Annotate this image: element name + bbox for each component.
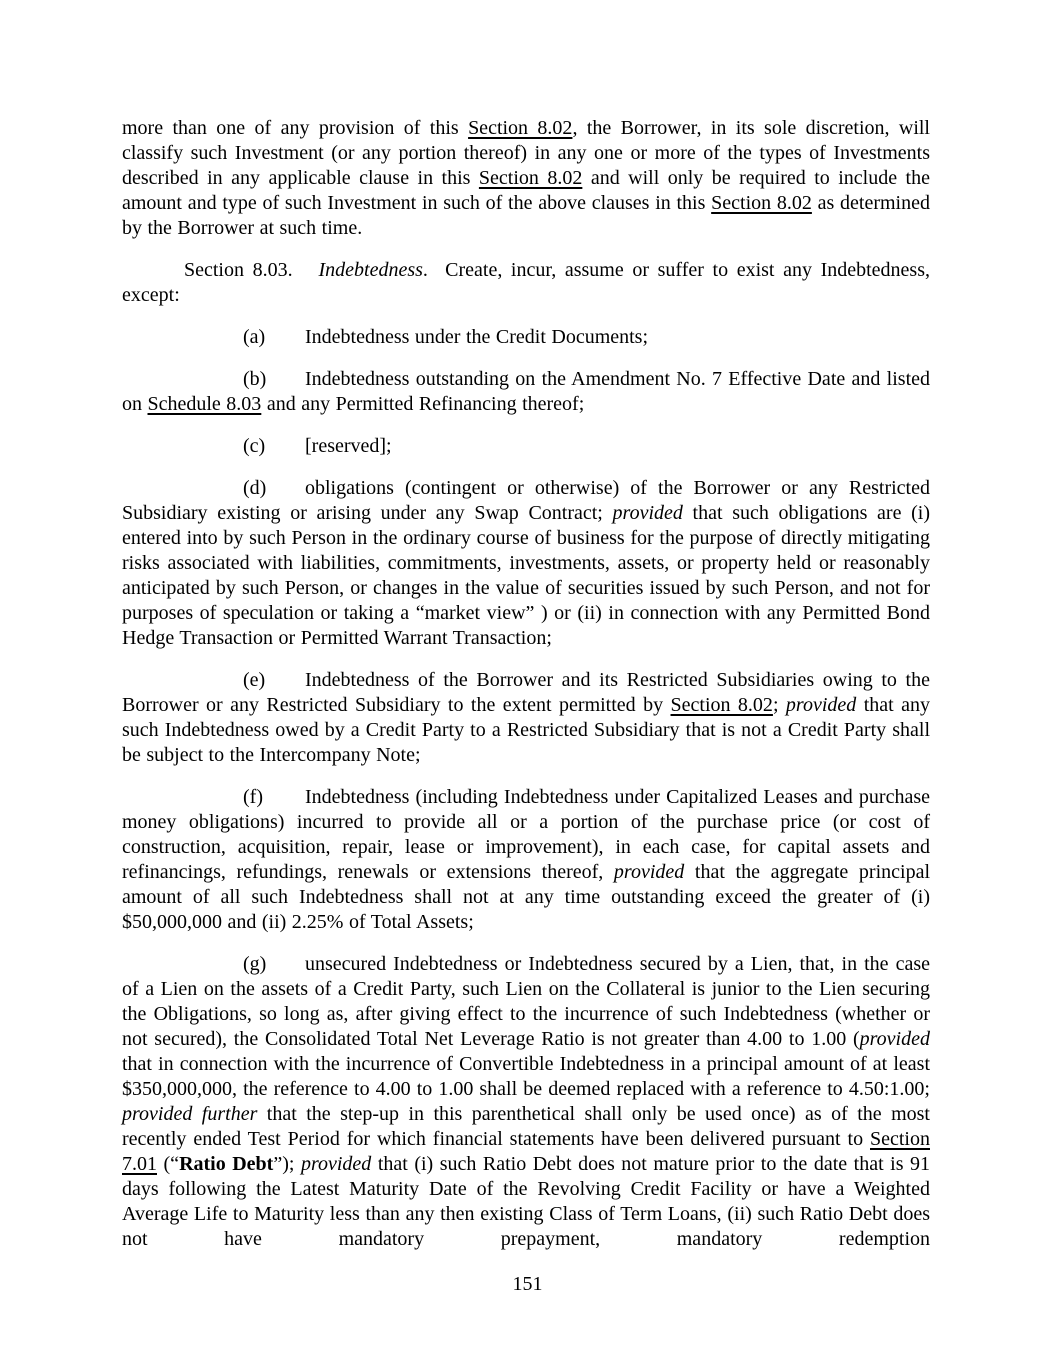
paragraph: [122, 476, 930, 651]
section-reference: Section 8.02: [468, 117, 573, 139]
section-title: Indebtedness: [318, 259, 423, 281]
text-run: and will only be required to include the amount and type of such Investment in such of the above clauses in this: [122, 167, 930, 214]
text-run: that such obligations are (i) entered into by such Person in the ordinary course of business for the purpose of directly mitigating risks associated with liabilities, commitments, investments, assets, or property held or reasonably anticipated by such Person, or changes in the value of securities issued by such Person, and not for purposes of speculation or taking a “market view” ) or (ii) in connection with any Permitted Bond Hedge Transaction or Permitted Warrant Transaction;: [122, 502, 931, 649]
text-run: Indebtedness under the Credit Documents;: [305, 326, 649, 348]
paragraph: [122, 952, 930, 1252]
text-run: (“: [157, 1153, 180, 1175]
page-number: 151: [512, 1273, 543, 1295]
text-run: more than one of any provision of this: [122, 117, 469, 139]
text-run: [reserved];: [305, 435, 392, 457]
text-run: Indebtedness outstanding on the Amendment No. 7 Effective Date and listed on: [122, 368, 930, 415]
section-reference: Section 8.02: [478, 167, 583, 189]
text-run: provided: [859, 1028, 930, 1050]
paragraph: [122, 325, 930, 350]
clause-label: (e): [243, 669, 266, 691]
clause-label: (g): [243, 953, 267, 975]
text-run: provided further: [122, 1103, 258, 1125]
text-run: provided: [300, 1153, 372, 1175]
document-body: [122, 116, 930, 1269]
text-run: provided: [612, 502, 683, 524]
section-reference: Section 8.02: [711, 192, 812, 214]
paragraph: [122, 116, 930, 241]
clause-label: (b): [243, 368, 267, 390]
section-heading: Section 8.03.: [184, 259, 319, 281]
text-run: as determined by the Borrower at such time.: [122, 192, 930, 239]
paragraph: [122, 668, 930, 768]
clause-label: (c): [243, 435, 266, 457]
defined-term: Ratio Debt: [179, 1153, 274, 1175]
text-run: obligations (contingent or otherwise) of the Borrower or any Restricted Subsidiary existing or arising under any Swap Contract;: [122, 477, 930, 524]
text-run: unsecured Indebtedness or Indebtedness secured by a Lien, that, in the case of a Lien on the assets of a Credit Party, such Lien on the Collateral is junior to the Lien securing the Obligations, so long as, after giving effect to the incurrence of such Indebtedness (whether or not secured), the Consolidated Total Net Leverage Ratio is not greater than 4.00 to 1.00 (: [122, 953, 930, 1050]
text-run: . Create, incur, assume or suffer to exist any Indebtedness, except:: [122, 259, 930, 306]
clause-label: (d): [243, 477, 267, 499]
section-reference: Section 7.01: [122, 1128, 930, 1175]
schedule-reference: Schedule 8.03: [147, 393, 262, 415]
text-run: Indebtedness of the Borrower and its Restricted Subsidiaries owing to the Borrower or any Restricted Subsidiary to the extent permitted by: [122, 669, 930, 716]
section-reference: Section 8.02: [670, 694, 773, 716]
text-run: and any Permitted Refinancing thereof;: [261, 393, 585, 415]
text-run: , the Borrower, in its sole discretion, will classify such Investment (or any portion thereof) in any one or more of the types of Investments described in any applicable clause in this: [122, 117, 930, 189]
text-run: provided: [785, 694, 857, 716]
text-run: that (i) such Ratio Debt does not mature prior to the date that is 91 days following the Latest Maturity Date of the Revolving Credit Facility or have a Weighted Average Life to Maturity less than any then existing Class of Term Loans, (ii) such Ratio Debt does not have mandatory prepayment, mandatory redemption: [122, 1153, 930, 1250]
clause-label: (f): [243, 786, 263, 808]
text-run: that any such Indebtedness owed by a Credit Party to a Restricted Subsidiary that is not a Credit Party shall be subject to the Intercompany Note;: [122, 694, 930, 766]
text-run: that the step-up in this parenthetical shall only be used once) as of the most recently ended Test Period for which financial statements have been delivered pursuant to: [122, 1103, 930, 1150]
paragraph: [122, 367, 930, 417]
text-run: that the aggregate principal amount of all such Indebtedness shall not at any time outstanding exceed the greater of (i) $50,000,000 and (ii) 2.25% of Total Assets;: [122, 861, 931, 933]
text-run: ;: [772, 694, 786, 716]
paragraph: [122, 785, 930, 935]
paragraph: [122, 434, 930, 459]
clause-label: (a): [243, 326, 266, 348]
text-run: ”);: [273, 1153, 301, 1175]
paragraph: [122, 258, 930, 308]
text-run: Indebtedness (including Indebtedness under Capitalized Leases and purchase money obligations) incurred to provide all or a portion of the purchase price (or cost of construction, acquisition, repair, lease or improvement), in each case, for capital assets and refinancings, refundings, renewals or extensions thereof,: [122, 786, 930, 883]
text-run: that in connection with the incurrence of Convertible Indebtedness in a principal amount of at least $350,000,000, the reference to 4.00 to 1.00 shall be deemed replaced with a reference to 4.50:1.00;: [122, 1053, 930, 1100]
text-run: provided: [613, 861, 685, 883]
